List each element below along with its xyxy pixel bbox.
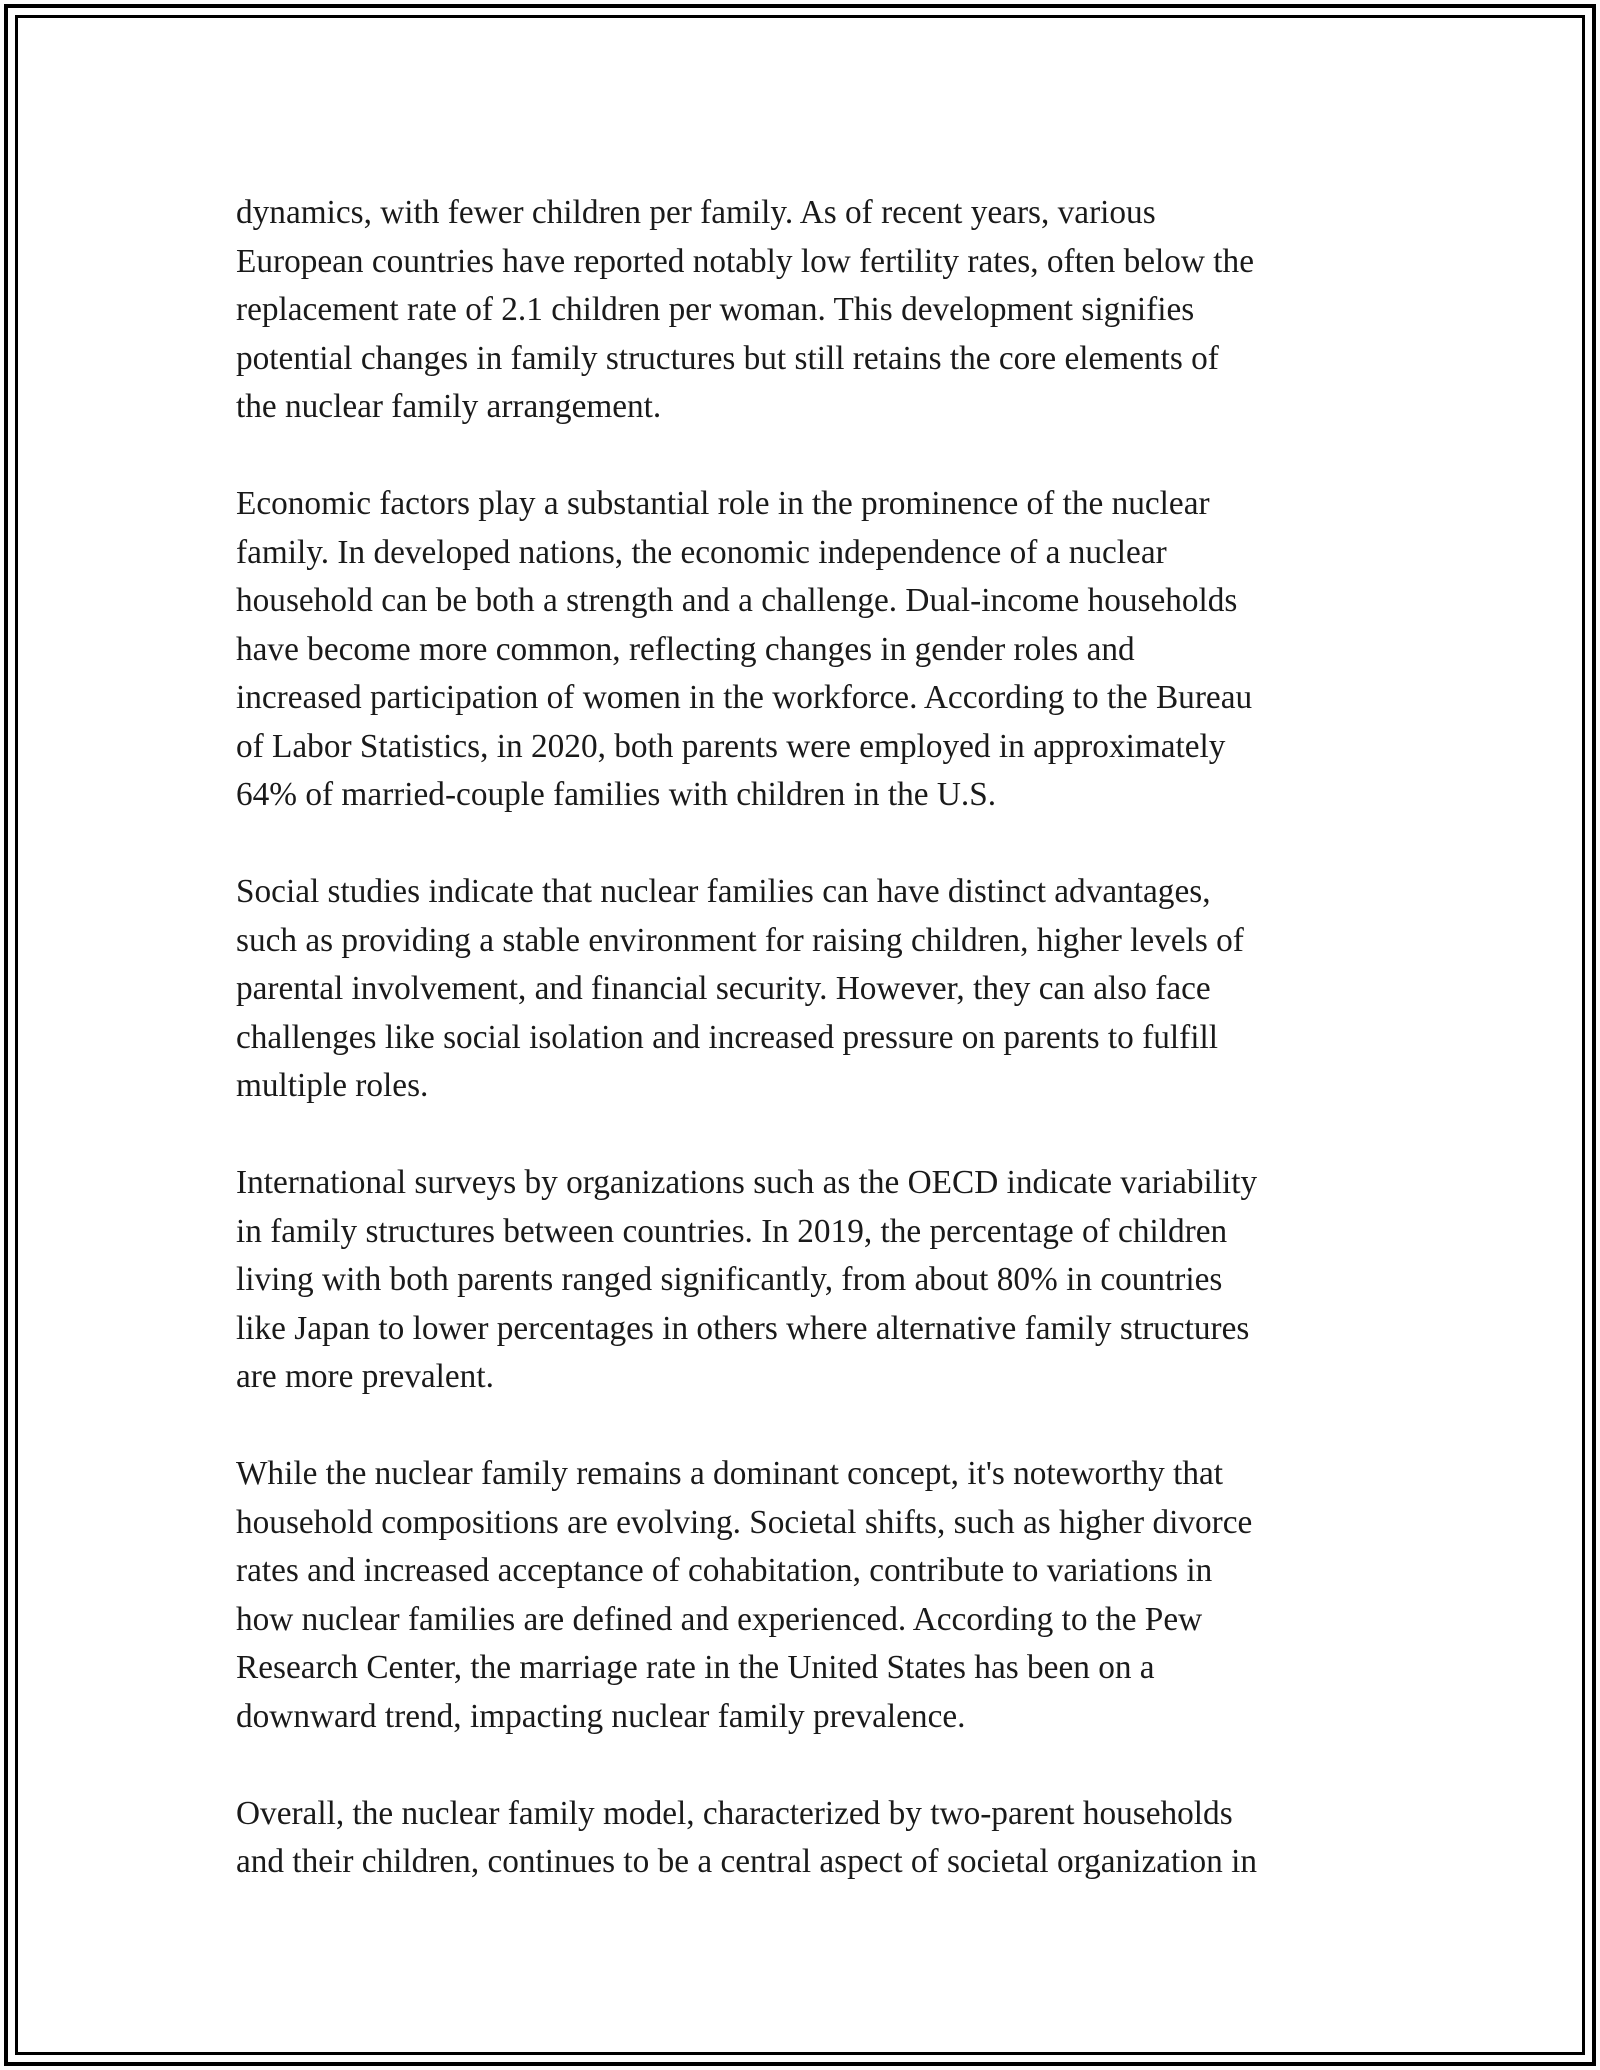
- paragraph-economic-factors: Economic factors play a substantial role in the prominence of the nuclear family. In developed nations, the economic independence of a nuclear household can be both a strength and a challenge. Dual-income households have become more common, reflecting changes in gender roles and increased participation of women in the workforce. According to the Bureau of Labor Statistics, in 2020, both parents were employed in approximately 64% of married-couple families with children in the U.S.: [236, 485, 1253, 813]
- paragraph-social-studies: Social studies indicate that nuclear families can have distinct advantages, such as providing a stable environment for raising children, higher levels of parental involvement, and financial security. However, they can also face challenges like social isolation and increased pressure on parents to fulfill multiple roles.: [236, 873, 1244, 1104]
- document-body: [236, 189, 1366, 1887]
- paragraph-household-compositions: While the nuclear family remains a dominant concept, it's noteworthy that household compositions are evolving. Societal shifts, such as higher divorce rates and increased acceptance of cohabitation, contribute to variations in how nuclear families are defined and experienced. According to the Pew Research Center, the marriage rate in the United States has been on a downward trend, impacting nuclear family prevalence.: [236, 1455, 1253, 1735]
- paragraph-fertility-rates: dynamics, with fewer children per family. As of recent years, various European countries have reported notably low fertility rates, often below the replacement rate of 2.1 children per woman. This development signifies potential changes in family structures but still retains the core elements of the nuclear family arrangement.: [236, 194, 1254, 425]
- paragraph-international-surveys: International surveys by organizations such as the OECD indicate variability in family structures between countries. In 2019, the percentage of children living with both parents ranged significantly, from about 80% in countries like Japan to lower percentages in others where alternative family structures are more prevalent.: [236, 1164, 1258, 1395]
- paragraph-overall: Overall, the nuclear family model, characterized by two-parent households and their children, continues to be a central aspect of societal organization in: [236, 1794, 1258, 1880]
